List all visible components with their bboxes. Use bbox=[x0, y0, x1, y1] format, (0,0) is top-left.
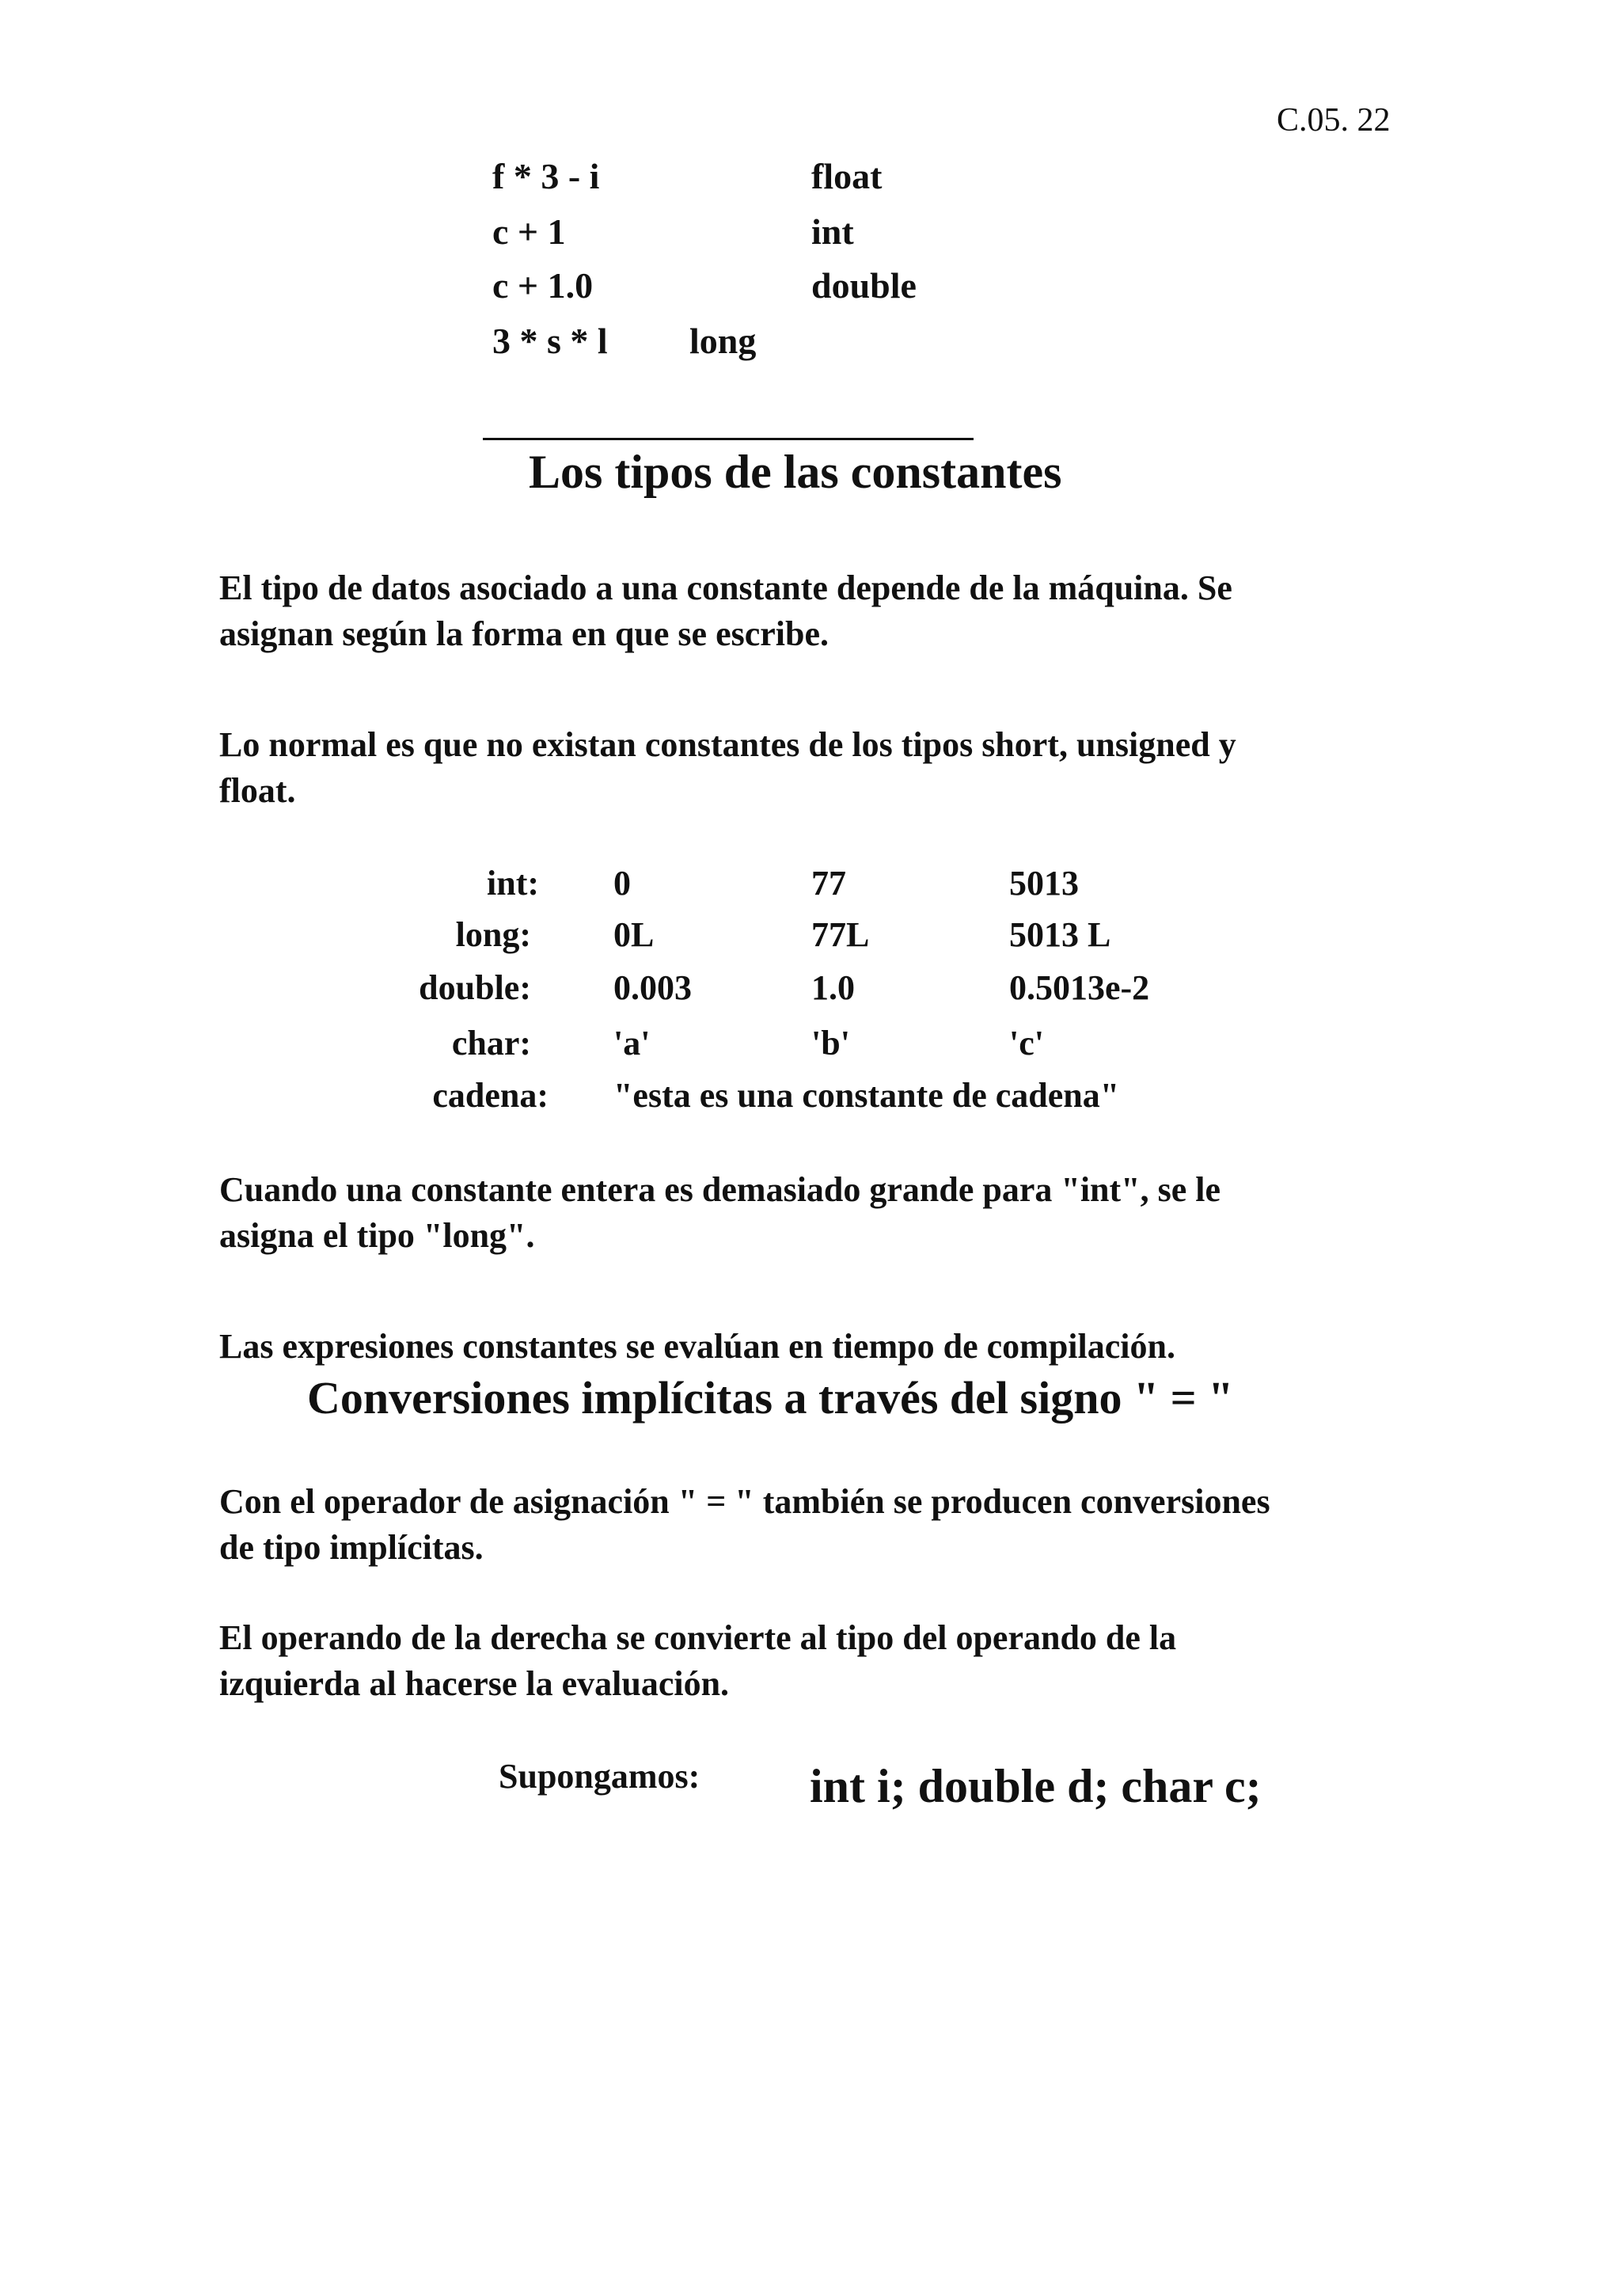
cell-value: 77 bbox=[811, 864, 846, 903]
paragraph-assignment-conversion bbox=[219, 1479, 1270, 1571]
section-heading: Conversiones implícitas a través del signo " = " bbox=[307, 1372, 1234, 1424]
row-label: char: bbox=[451, 1024, 531, 1062]
declaration-code: int i; double d; char c; bbox=[810, 1760, 1262, 1812]
paragraph-line: asignan según la forma en que se escribe. bbox=[219, 614, 829, 653]
cell-value: 5013 bbox=[1009, 864, 1079, 903]
paragraph-line: float. bbox=[219, 771, 296, 810]
cell-value: 5013 L bbox=[1009, 915, 1111, 954]
paragraph-line: El operando de la derecha se convierte al tipo del operando de la bbox=[219, 1618, 1177, 1657]
expression-type: float bbox=[811, 156, 883, 196]
paragraph-right-operand bbox=[219, 1615, 1176, 1707]
paragraph-line: izquierda al hacerse la evaluación. bbox=[219, 1664, 730, 1703]
paragraph-line: Lo normal es que no existan constantes de los tipos short, unsigned y bbox=[219, 725, 1236, 764]
paragraph-line: Las expresiones constantes se evalúan en tiempo de compilación. bbox=[219, 1327, 1175, 1366]
paragraph-line: Con el operador de asignación " = " también se producen conversiones bbox=[219, 1482, 1270, 1521]
row-label: long: bbox=[455, 915, 531, 954]
cell-value: 77L bbox=[811, 915, 870, 954]
cell-value: 'a' bbox=[613, 1024, 651, 1062]
expression-text: c + 1 bbox=[492, 211, 566, 252]
paragraph-compile-time bbox=[219, 1324, 1175, 1370]
cell-value: 0L bbox=[613, 915, 655, 954]
paragraph-line: El tipo de datos asociado a una constante depende de la máquina. Se bbox=[219, 568, 1232, 607]
row-label: cadena: bbox=[432, 1076, 549, 1115]
row-label: double: bbox=[419, 968, 531, 1007]
expression-text: f * 3 - i bbox=[492, 156, 600, 196]
cell-value: 0.5013e-2 bbox=[1009, 968, 1150, 1007]
section-divider bbox=[483, 438, 974, 440]
paragraph-line: de tipo implícitas. bbox=[219, 1528, 484, 1567]
paragraph-constant-type bbox=[219, 565, 1232, 657]
cell-value: 1.0 bbox=[811, 968, 855, 1007]
expression-type: double bbox=[811, 265, 917, 306]
cell-value: 'b' bbox=[811, 1024, 850, 1062]
cell-value: 'c' bbox=[1009, 1024, 1044, 1062]
expression-type: long bbox=[689, 321, 757, 361]
paragraph-int-to-long bbox=[219, 1167, 1220, 1259]
cell-value: 0.003 bbox=[613, 968, 692, 1007]
paragraph-line: asigna el tipo "long". bbox=[219, 1216, 535, 1255]
paragraph-line: Cuando una constante entera es demasiado grande para "int", se le bbox=[219, 1170, 1220, 1209]
cell-value: "esta es una constante de cadena" bbox=[613, 1076, 1120, 1115]
expression-text: c + 1.0 bbox=[492, 265, 594, 306]
cell-value: 0 bbox=[613, 864, 631, 903]
row-label: int: bbox=[487, 864, 539, 903]
expression-type: int bbox=[811, 211, 854, 252]
section-heading: Los tipos de las constantes bbox=[529, 446, 1062, 498]
suppose-label: Supongamos: bbox=[499, 1757, 700, 1796]
paragraph-no-constants bbox=[219, 722, 1236, 814]
page-number: C.05. 22 bbox=[1277, 102, 1391, 139]
expression-text: 3 * s * l bbox=[492, 321, 608, 361]
